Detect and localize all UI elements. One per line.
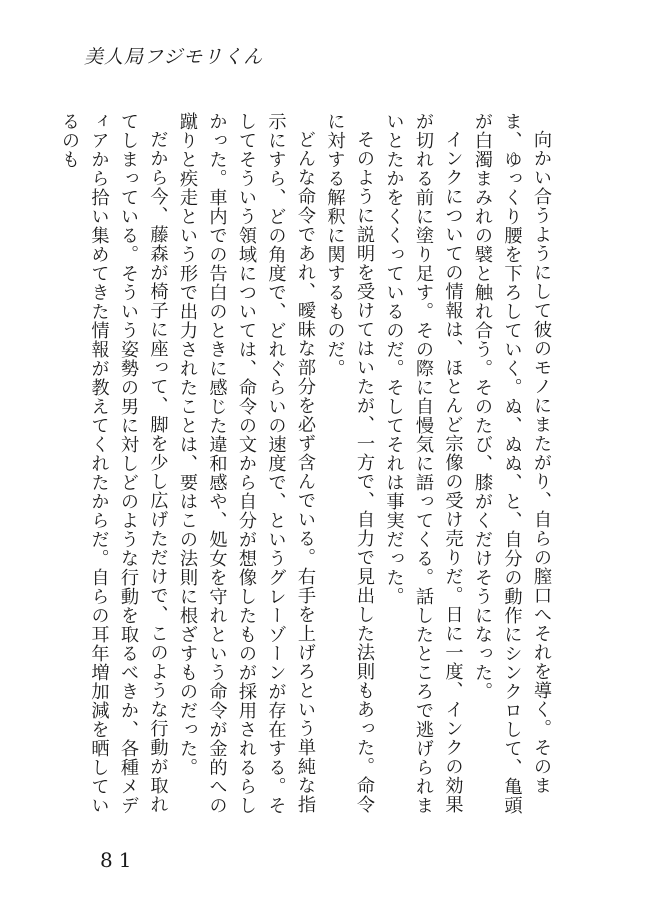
running-head-title: 美人局フジモリくん (84, 46, 264, 68)
paragraph-3: そのように説明を受けてはいたが、一方で、自力で見出した法則もあった。命令に対する解釈に関するものだ。 (324, 112, 375, 815)
paragraph-4: どんな命令であれ、曖昧な部分を必ず含んでいる。右手を上げろという単純な指示にすら、どの角度で、どれぐらいの速度で、というグレーゾーンが存在する。そしてそういう領域については、命令の文から自分が想像したものが採用されるらしかった。車内での告白のときに感じた違和感や、処女を守れという命令が金的への蹴りと疾走という形で出力されたことは、要はこの法則に根ざすものだった。 (177, 112, 316, 815)
paragraph-1: 向かい合うようにして彼のモノにまたがり、自らの膣口へそれを導く。そのまま、ゆっくり腰を下ろしていく。ぬ、ぬぬ、と、自分の動作にシンクロして、亀頭が白濁まみれの襞と触れ合う。そのたび、膝がくだけそうになった。 (472, 112, 552, 815)
paragraph-2: インクについての情報は、ほとんど宗像の受け売りだ。日に一度、インクの効果が切れる前に塗り足す。その際に自慢気に語ってくる。話したところで逃げられまいとたかをくくっているのだ。そしてそれは事実だった。 (383, 112, 464, 815)
paragraph-5: だから今、藤森が椅子に座って、脚を少し広げただけで、このような行動が取れてしまっている。そういう姿勢の男に対しどのような行動を取るべきか、各種メディアから拾い集めてきた情報が教えてくれたからだ。自らの耳年増加減を晒しているのも (59, 112, 169, 815)
page-number: 81 (100, 848, 138, 872)
vertical-body-text (59, 112, 556, 818)
